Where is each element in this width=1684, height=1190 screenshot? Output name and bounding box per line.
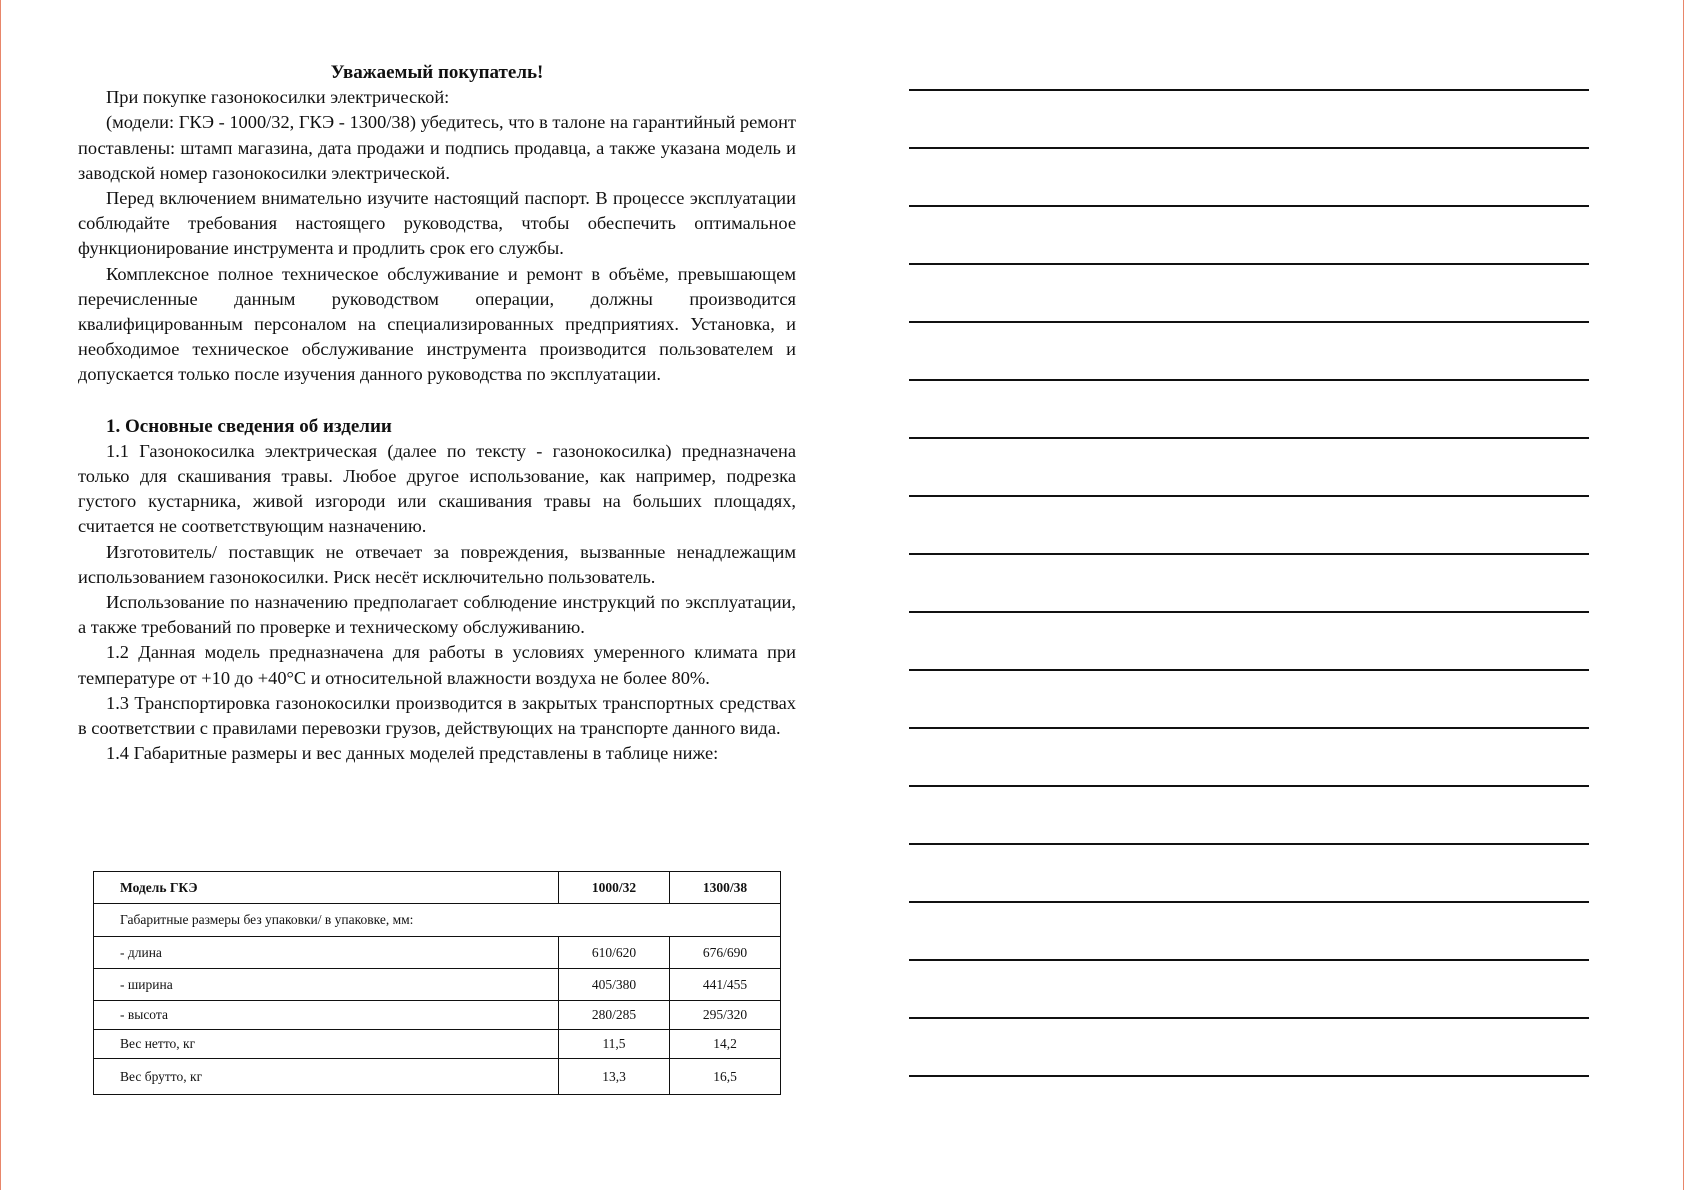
note-line — [909, 263, 1589, 265]
greeting-title: Уважаемый покупатель! — [330, 62, 544, 83]
note-line — [909, 553, 1589, 555]
table-row — [94, 937, 781, 969]
table-cell: 13,3 — [559, 1059, 670, 1095]
note-line — [909, 669, 1589, 671]
section-heading: 1. Основные сведения об изделии — [106, 415, 392, 437]
table-group-label: Габаритные размеры без упаковки/ в упаковке, мм: — [94, 904, 781, 937]
note-line — [909, 205, 1589, 207]
note-line — [909, 147, 1589, 149]
table-header-model-2: 1300/38 — [670, 872, 781, 904]
table-row-label: Вес нетто, кг — [94, 1030, 559, 1059]
table-cell: 676/690 — [670, 937, 781, 969]
table-cell: 405/380 — [559, 969, 670, 1001]
section-paragraph: Использование по назначению предполагает соблюдение инструкций по эксплуатации, а также требований по проверке и техническому обслуживанию. — [78, 592, 796, 638]
left-page — [78, 60, 796, 766]
note-line — [909, 727, 1589, 729]
section-paragraph: 1.3 Транспортировка газонокосилки производится в закрытых транспортных средствах в соответствии с правилами перевозки грузов, действующих на транспорте данного вида. — [78, 692, 796, 739]
table-row-label: - длина — [94, 937, 559, 969]
table-header-model-1: 1000/32 — [559, 872, 670, 904]
table-row — [94, 1001, 781, 1030]
intro-paragraph: Перед включением внимательно изучите настоящий паспорт. В процессе эксплуатации соблюдайте требования настоящего руководства, чтобы обеспечить оптимальное функционирование инструмента и продлить срок его службы. — [78, 188, 796, 259]
note-line — [909, 843, 1589, 845]
section-paragraph: 1.2 Данная модель предназначена для работы в условиях умеренного климата при температуре от +10 до +40°С и относительной влажности воздуха не более 80%. — [78, 642, 796, 688]
notes-lines-area — [909, 89, 1589, 1089]
note-line — [909, 495, 1589, 497]
table-row — [94, 969, 781, 1001]
table-cell: 14,2 — [670, 1030, 781, 1059]
note-line — [909, 611, 1589, 613]
table-row — [94, 1059, 781, 1095]
note-line — [909, 785, 1589, 787]
table-cell: 295/320 — [670, 1001, 781, 1030]
table-cell: 441/455 — [670, 969, 781, 1001]
table-cell: 610/620 — [559, 937, 670, 969]
note-line — [909, 1017, 1589, 1019]
note-line — [909, 437, 1589, 439]
intro-paragraph: (модели: ГКЭ - 1000/32, ГКЭ - 1300/38) убедитесь, что в талоне на гарантийный ремонт поставлены: штамп магазина, дата продажи и подпись продавца, а также указана модель и заводской номер газонокосилки электрической. — [78, 112, 796, 183]
specs-table — [93, 871, 781, 1095]
section-paragraph: Изготовитель/ поставщик не отвечает за повреждения, вызванные ненадлежащим использованием газонокосилки. Риск несёт исключительно пользователь. — [78, 541, 796, 587]
note-line — [909, 89, 1589, 91]
table-row-label: - ширина — [94, 969, 559, 1001]
table-row-label: Вес брутто, кг — [94, 1059, 559, 1095]
section-paragraph: 1.1 Газонокосилка электрическая (далее по тексту - газонокосилка) предназначена только для скашивания травы. Любое другое использование, как например, подрезка густого кустарника, живой изгороди или скашивания травы на больших площадях, считается не соответствующим назначению. — [78, 440, 796, 537]
intro-paragraph: При покупке газонокосилки электрической: — [106, 87, 450, 108]
note-line — [909, 321, 1589, 323]
page-edge-left — [0, 0, 1, 1190]
table-cell: 11,5 — [559, 1030, 670, 1059]
table-cell: 280/285 — [559, 1001, 670, 1030]
section-paragraph: 1.4 Габаритные размеры и вес данных моделей представлены в таблице ниже: — [106, 743, 719, 764]
table-row-label: - высота — [94, 1001, 559, 1030]
note-line — [909, 959, 1589, 961]
note-line — [909, 1075, 1589, 1077]
note-line — [909, 901, 1589, 903]
table-header-row — [94, 872, 781, 904]
table-header-label: Модель ГКЭ — [94, 872, 559, 904]
intro-paragraph: Комплексное полное техническое обслуживание и ремонт в объёме, превышающем перечисленные данным руководством операции, должны производится квалифицированным персоналом на специализированных предприятиях. Установка, и необходимое техническое обслуживание инструмента производится пользователем и допускается только после изучения данного руководства по эксплуатации. — [78, 263, 796, 385]
table-row — [94, 1030, 781, 1059]
table-group-row — [94, 904, 781, 937]
table-cell: 16,5 — [670, 1059, 781, 1095]
note-line — [909, 379, 1589, 381]
